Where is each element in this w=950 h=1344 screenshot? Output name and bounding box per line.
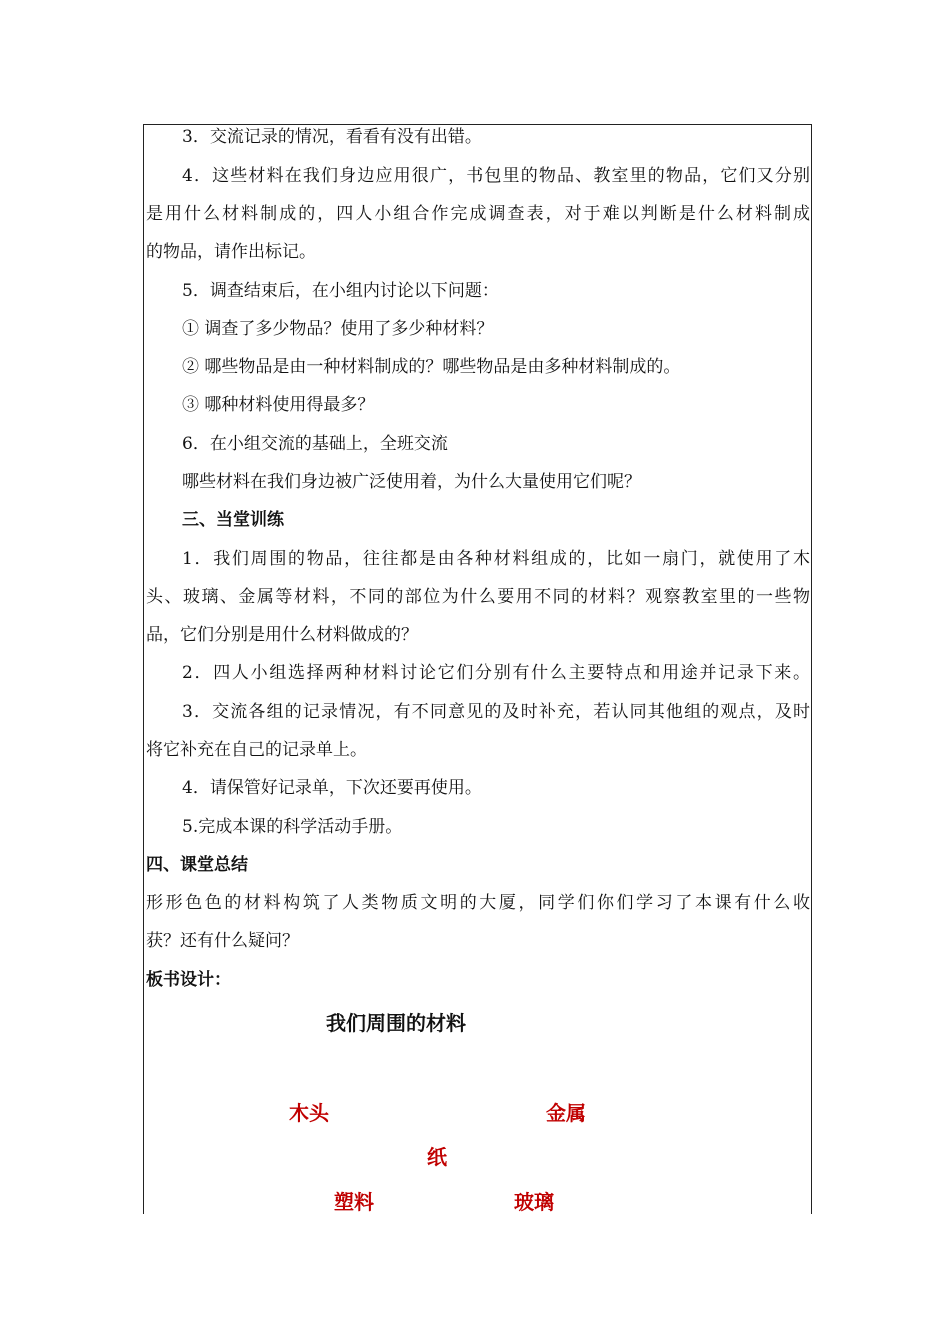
step-4-text-line3: 的物品，请作出标记。	[146, 242, 316, 262]
material-metal: 金属	[546, 1101, 586, 1125]
section-heading-practice: 三、当堂训练	[182, 510, 284, 530]
board-design-heading: 板书设计：	[146, 970, 231, 990]
practice-1-line2: 头、玻璃、金属等材料，不同的部位为什么要用不同的材料？观察教室里的一些物	[146, 587, 810, 607]
step-4-text-line1: 4．这些材料在我们身边应用很广，书包里的物品、教室里的物品，它们又分别	[182, 166, 810, 186]
material-plastic: 塑料	[334, 1190, 374, 1214]
practice-4: 4．请保管好记录单，下次还要再使用。	[182, 778, 482, 798]
material-glass: 玻璃	[514, 1190, 554, 1214]
question-3: ③ 哪种材料使用得最多？	[182, 395, 375, 415]
material-paper: 纸	[427, 1145, 447, 1169]
section-heading-summary: 四、课堂总结	[146, 855, 248, 875]
step-6-text: 6．在小组交流的基础上，全班交流	[182, 434, 448, 454]
practice-2: 2．四人小组选择两种材料讨论它们分别有什么主要特点和用途并记录下来。	[182, 663, 810, 683]
step-5-text: 5．调查结束后，在小组内讨论以下问题：	[182, 281, 499, 301]
question-1: ① 调查了多少物品？使用了多少种材料？	[182, 319, 494, 339]
summary-line2: 获？还有什么疑问？	[146, 931, 299, 951]
practice-1-line1: 1．我们周围的物品，往往都是由各种材料组成的，比如一扇门，就使用了木	[182, 549, 810, 569]
step-3-text: 3．交流记录的情况，看看有没有出错。	[182, 127, 482, 147]
practice-3-line2: 将它补充在自己的记录单上。	[146, 740, 367, 760]
practice-3-line1: 3．交流各组的记录情况，有不同意见的及时补充，若认同其他组的观点，及时	[182, 702, 810, 722]
summary-line1: 形形色色的材料构筑了人类物质文明的大厦，同学们你们学习了本课有什么收	[146, 893, 810, 913]
practice-5: 5.完成本课的科学活动手册。	[182, 817, 403, 837]
question-2: ② 哪些物品是由一种材料制成的？哪些物品是由多种材料制成的。	[182, 357, 681, 377]
step-4-text-line2: 是用什么材料制成的，四人小组合作完成调查表，对于难以判断是什么材料制成	[146, 204, 810, 224]
board-title: 我们周围的材料	[326, 1011, 466, 1035]
practice-1-line3: 品，它们分别是用什么材料做成的？	[146, 625, 418, 645]
step-6-question: 哪些材料在我们身边被广泛使用着，为什么大量使用它们呢？	[182, 472, 641, 492]
material-wood: 木头	[289, 1101, 329, 1125]
